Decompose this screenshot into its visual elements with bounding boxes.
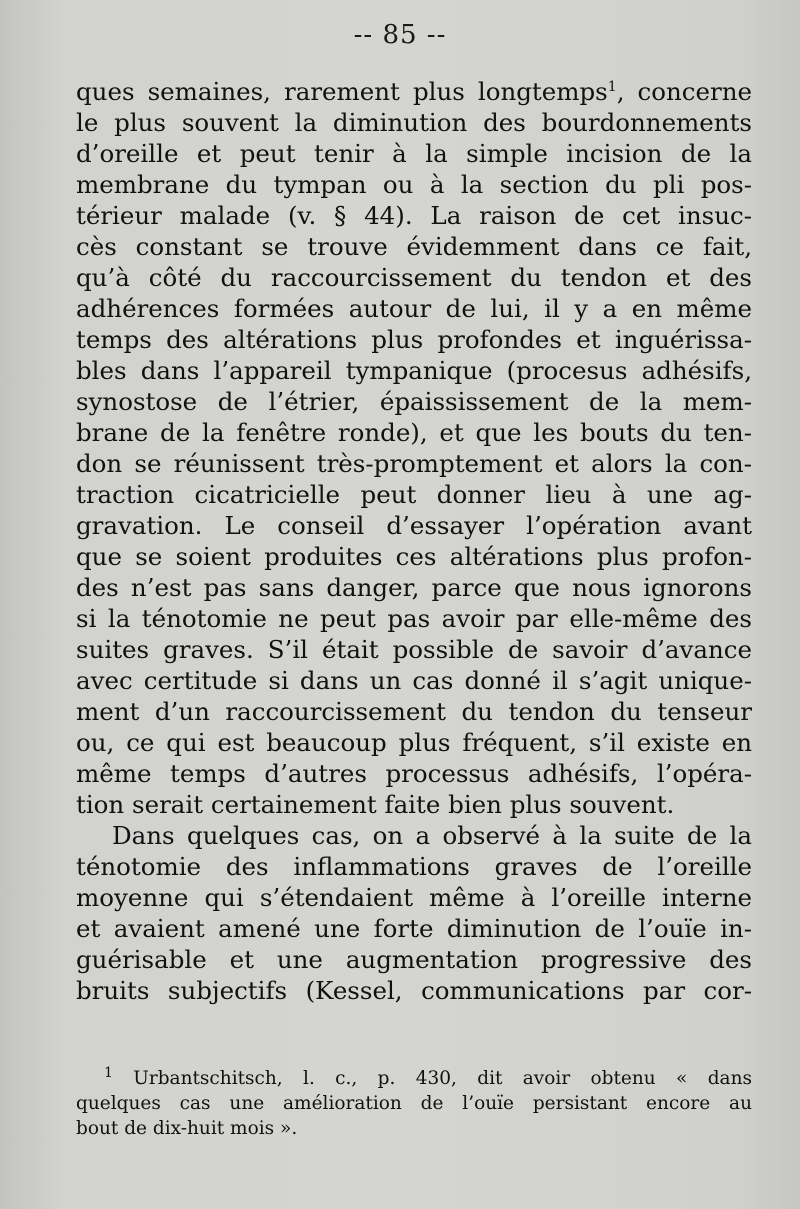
- text-line: traction cicatricielle peut donner lieu à une ag-: [76, 480, 752, 509]
- text-line: et avaient amené une forte diminution de l’ouïe in-: [76, 914, 752, 943]
- text-line: guérisable et une augmentation progressive des: [76, 945, 752, 974]
- footnote-reference: 1: [607, 78, 617, 95]
- paragraph-end-line: tion serait certainement faite bien plus souvent.: [76, 790, 675, 819]
- text-line: gravation. Le conseil d’essayer l’opération avant: [76, 511, 752, 540]
- text-line: avec certitude si dans un cas donné il s’agit unique-: [76, 666, 752, 695]
- footnote-line: $^1$ Urbantschitsch, l. c., p. 430, dit avoir obtenu « dans: [104, 1066, 752, 1089]
- page-number: -- 85 --: [353, 20, 447, 50]
- text-line: que se soient produites ces altérations plus profon-: [76, 542, 752, 571]
- text-line: membrane du tympan ou à la section du pli pos-: [76, 170, 752, 199]
- text-line: ou, ce qui est beaucoup plus fréquent, s’il existe en: [76, 728, 752, 757]
- text-line: bruits subjectifs (Kessel, communications par cor-: [76, 976, 752, 1005]
- text-line: qu’à côté du raccourcissement du tendon et des: [76, 263, 752, 292]
- paragraph-start-line: Dans quelques cas, on a observé à la suite de la: [112, 821, 752, 850]
- text-line: moyenne qui s’étendaient même à l’oreille interne: [76, 883, 752, 912]
- footnote-marker: 1: [104, 1066, 113, 1081]
- text-line: si la ténotomie ne peut pas avoir par elle-même des: [76, 604, 752, 633]
- body-text: [76, 76, 752, 1006]
- text-line: des n’est pas sans danger, parce que nous ignorons: [76, 573, 752, 602]
- text-line: cès constant se trouve évidemment dans ce fait,: [76, 232, 752, 261]
- text-line: térieur malade (v. § 44). La raison de cet insuc-: [76, 201, 752, 230]
- text-line: synostose de l’étrier, épaississement de la mem-: [76, 387, 752, 416]
- text-line: don se réunissent très-promptement et alors la con-: [76, 449, 752, 478]
- text-line: même temps d’autres processus adhésifs, l’opéra-: [76, 759, 752, 788]
- text-line: suites graves. S’il était possible de savoir d’avance: [76, 635, 752, 664]
- footnote-line: bout de dix-huit mois ».: [76, 1118, 298, 1139]
- footnote: [76, 1066, 752, 1141]
- text-line: ques semaines, rarement plus longtemps$^1$, concerne: [76, 77, 752, 106]
- text-line: bles dans l’appareil tympanique (procesus adhésifs,: [76, 356, 752, 385]
- text-line: ment d’un raccourcissement du tendon du tenseur: [76, 697, 752, 726]
- text-line: d’oreille et peut tenir à la simple incision de la: [76, 139, 752, 168]
- text-line: ténotomie des inflammations graves de l’oreille: [76, 852, 752, 881]
- text-line: temps des altérations plus profondes et inguérissa-: [76, 325, 752, 354]
- text-line: brane de la fenêtre ronde), et que les bouts du ten-: [76, 418, 752, 447]
- footnote-line: quelques cas une amélioration de l’ouïe persistant encore au: [76, 1093, 752, 1114]
- text-line: adhérences formées autour de lui, il y a en même: [76, 294, 752, 323]
- text-line: le plus souvent la diminution des bourdonnements: [76, 108, 752, 137]
